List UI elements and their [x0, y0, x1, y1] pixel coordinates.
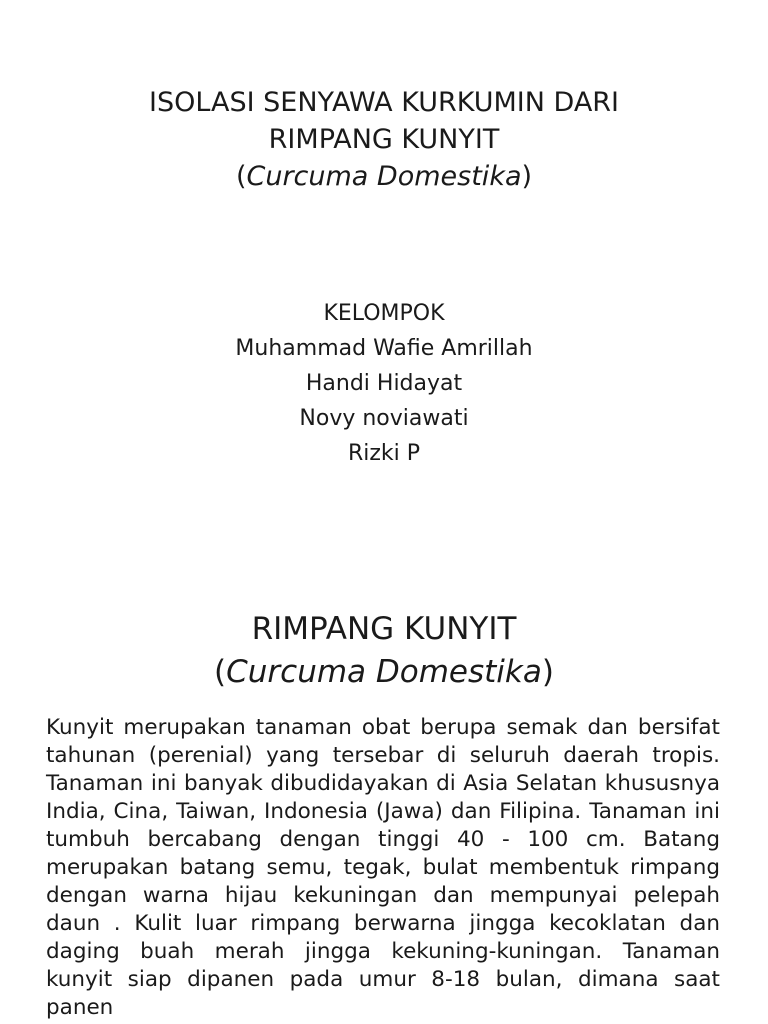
- subtitle-close-paren: ): [541, 654, 554, 690]
- body-paragraph: Kunyit merupakan tanaman obat berupa semak dan bersifat tahunan (perenial) yang tersebar di seluruh daerah tropis. Tanaman ini banyak dibudidayakan di Asia Selatan khususnya India, Cina, Taiwan, Indonesia (Jawa) dan Filipina. Tanaman ini tumbuh bercabang dengan tinggi 40 - 100 cm. Batang merupakan batang semu, tegak, bulat membentuk rimpang dengan warna hijau kekuningan dan mempunyai pelepah daun . Kulit luar rimpang berwarna jingga kecoklatan dan daging buah merah jingga kekuning-kuningan. Tanaman kunyit siap dipanen pada umur 8-18 bulan, dimana saat panen: [46, 715, 720, 1020]
- slide-title: [0, 84, 768, 195]
- title-line-1: ISOLASI SENYAWA KURKUMIN DARI: [148, 87, 620, 118]
- title-line-2: RIMPANG KUNYIT: [268, 124, 500, 155]
- member-name: Handi Hidayat: [305, 371, 463, 396]
- member-name: Novy noviawati: [299, 406, 469, 431]
- subtitle-open-paren: (: [214, 654, 227, 690]
- title-subtitle: [0, 158, 768, 195]
- subtitle-species: Curcuma Domestika: [246, 161, 522, 192]
- section-title-line-1: RIMPANG KUNYIT: [251, 611, 517, 647]
- group-members: [0, 296, 768, 471]
- member-name: Rizki P: [347, 441, 421, 466]
- content-slide: [0, 580, 768, 1024]
- section-subtitle: [0, 651, 768, 694]
- subtitle-species: Curcuma Domestika: [226, 654, 542, 690]
- member-name: Muhammad Wafie Amrillah: [235, 336, 533, 361]
- subtitle-open-paren: (: [235, 161, 247, 192]
- group-label: KELOMPOK: [323, 301, 445, 326]
- subtitle-close-paren: ): [521, 161, 533, 192]
- section-title: [0, 608, 768, 694]
